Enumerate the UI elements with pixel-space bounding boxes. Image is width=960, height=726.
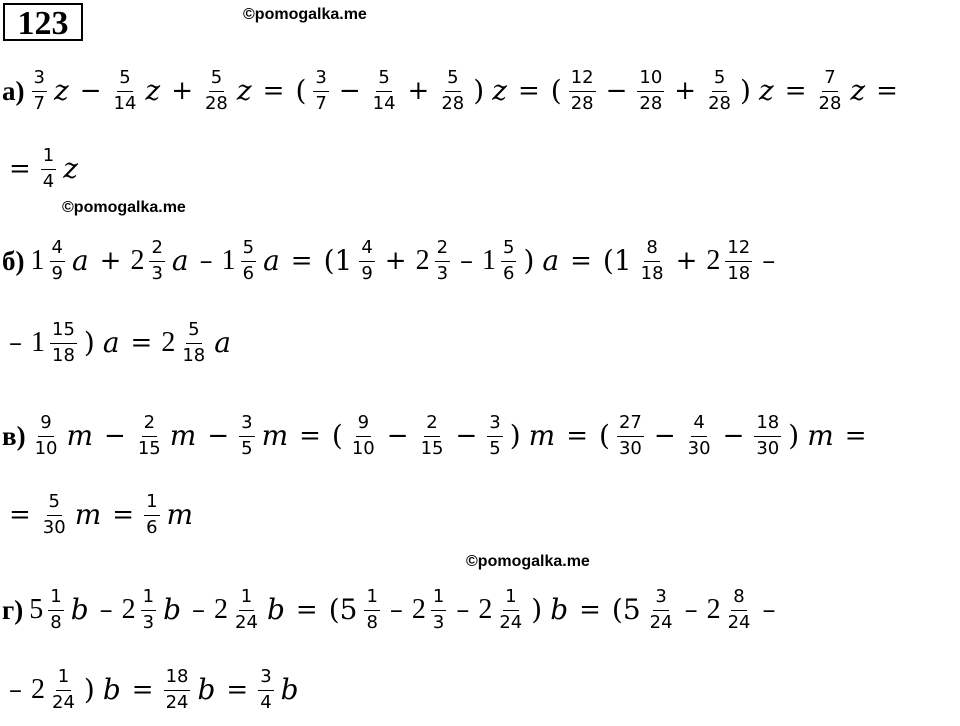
part-label: в): [2, 420, 26, 451]
watermark: ©pomogalka.me: [243, 6, 367, 23]
numerator: 1: [56, 667, 71, 691]
fraction: [149, 238, 164, 284]
denominator: 28: [441, 92, 465, 114]
operator: −: [79, 76, 102, 107]
operator: =: [299, 421, 321, 452]
equation-line: [2, 492, 197, 538]
whole-number: 2: [478, 594, 493, 626]
variable: b: [280, 673, 299, 707]
parenthesis: (: [295, 74, 307, 108]
equation-line: [2, 68, 905, 114]
denominator: 28: [818, 92, 842, 114]
numerator: 1: [141, 587, 156, 611]
task-number: 123: [3, 3, 83, 41]
numerator: 1: [41, 146, 56, 170]
fraction: [419, 413, 446, 459]
fraction: [648, 587, 675, 633]
fraction: [639, 238, 666, 284]
fraction: [725, 238, 752, 284]
operator: −: [605, 76, 628, 107]
operator: =: [844, 421, 867, 452]
numerator: 1: [239, 587, 254, 611]
whole-number: 1: [30, 245, 45, 277]
denominator: 6: [146, 516, 158, 538]
numerator: 3: [487, 413, 502, 437]
denominator: 30: [687, 437, 711, 459]
whole-number: 2: [121, 594, 136, 626]
variable: b: [197, 673, 216, 707]
operator: +: [407, 76, 430, 107]
watermark: ©pomogalka.me: [466, 553, 590, 570]
numerator: 12: [569, 68, 596, 92]
numerator: 5: [445, 68, 460, 92]
numerator: 8: [644, 238, 659, 262]
fraction: [350, 413, 377, 459]
variable: z: [236, 74, 252, 108]
operator: =: [262, 76, 285, 107]
numerator: 8: [731, 587, 746, 611]
numerator: 5: [501, 238, 516, 262]
fraction: [569, 68, 596, 114]
numerator: 2: [149, 238, 164, 262]
operator: =: [295, 595, 318, 626]
operator: +: [384, 246, 407, 277]
variable: a: [102, 326, 120, 360]
operator: =: [9, 500, 31, 531]
variable: a: [542, 244, 560, 278]
fraction: [50, 238, 65, 284]
parenthesis: (1: [323, 244, 353, 278]
denominator: 10: [34, 437, 58, 459]
part-label: б): [2, 245, 25, 276]
numerator: 3: [32, 68, 47, 92]
watermark: ©pomogalka.me: [62, 199, 186, 216]
numerator: 1: [364, 587, 379, 611]
whole-number: 2: [706, 245, 721, 277]
denominator: 28: [639, 92, 663, 114]
whole-number: 2: [214, 594, 229, 626]
equation-line: [2, 413, 874, 459]
numerator: 2: [424, 413, 439, 437]
whole-number: 2: [411, 594, 426, 626]
fraction: [817, 68, 844, 114]
operator: –: [456, 595, 470, 626]
fraction: [180, 320, 207, 366]
operator: =: [570, 246, 592, 277]
denominator: 6: [503, 262, 515, 284]
variable: m: [74, 498, 102, 532]
fraction: [258, 667, 273, 713]
equation-line: [2, 320, 235, 366]
numerator: 12: [725, 238, 752, 262]
operator: –: [762, 246, 776, 277]
operator: −: [207, 421, 230, 452]
whole-number: 1: [31, 327, 45, 359]
fraction: [203, 68, 230, 114]
whole-number: 5: [29, 594, 44, 626]
operator: −: [455, 421, 478, 452]
equation-line: [2, 667, 303, 713]
numerator: 5: [241, 238, 256, 262]
variable: z: [53, 74, 69, 108]
equation-line: [2, 587, 782, 633]
operator: =: [112, 500, 135, 531]
denominator: 10: [351, 437, 375, 459]
numerator: 3: [653, 587, 668, 611]
variable: z: [850, 74, 866, 108]
operator: =: [517, 76, 540, 107]
numerator: 7: [822, 68, 837, 92]
fraction: [686, 413, 713, 459]
denominator: 7: [315, 92, 327, 114]
part-label: а): [2, 75, 25, 106]
denominator: 8: [50, 611, 62, 633]
denominator: 3: [142, 611, 155, 633]
fraction: [487, 413, 502, 459]
denominator: 4: [260, 691, 272, 713]
fraction: [726, 587, 753, 633]
denominator: 24: [52, 691, 75, 713]
fraction: [754, 413, 781, 459]
fraction: [141, 587, 156, 633]
fraction: [617, 413, 644, 459]
numerator: 10: [637, 68, 664, 92]
fraction: [241, 238, 256, 284]
variable: z: [758, 74, 774, 108]
numerator: 3: [258, 667, 273, 691]
variable: a: [71, 244, 89, 278]
variable: a: [214, 326, 231, 360]
fraction: [41, 146, 56, 192]
whole-number: 1: [482, 245, 497, 277]
denominator: 30: [756, 437, 780, 459]
fraction: [50, 667, 77, 713]
operator: =: [290, 246, 313, 277]
operator: +: [674, 76, 697, 107]
parenthesis: (: [331, 419, 343, 453]
parenthesis: (: [550, 74, 562, 108]
fraction: [439, 68, 466, 114]
numerator: 1: [503, 587, 518, 611]
denominator: 30: [42, 516, 66, 538]
fraction: [33, 413, 60, 459]
parenthesis: ): [788, 419, 800, 453]
denominator: 14: [113, 92, 137, 114]
whole-number: 2: [415, 245, 430, 277]
variable: m: [169, 419, 197, 453]
numerator: 15: [50, 320, 77, 344]
numerator: 18: [164, 667, 191, 691]
fraction: [41, 492, 68, 538]
operator: −: [722, 421, 745, 452]
operator: –: [199, 246, 213, 277]
fraction: [136, 413, 163, 459]
whole-number: 1: [221, 245, 236, 277]
numerator: 9: [38, 413, 53, 437]
denominator: 15: [137, 437, 161, 459]
parenthesis: (1: [602, 244, 632, 278]
variable: z: [145, 74, 161, 108]
fraction: [50, 320, 77, 366]
parenthesis: (: [599, 419, 610, 453]
denominator: 24: [649, 611, 673, 633]
variable: m: [807, 419, 834, 453]
numerator: 5: [209, 68, 224, 92]
numerator: 5: [376, 68, 391, 92]
operator: –: [389, 595, 403, 626]
operator: –: [9, 675, 22, 706]
fraction: [431, 587, 446, 633]
operator: –: [9, 328, 22, 359]
variable: a: [263, 244, 280, 278]
denominator: 3: [151, 262, 163, 284]
denominator: 3: [432, 611, 445, 633]
numerator: 5: [117, 68, 132, 92]
variable: b: [70, 593, 89, 627]
variable: m: [66, 419, 94, 453]
fraction: [164, 667, 191, 713]
denominator: 4: [42, 170, 55, 192]
numerator: 3: [313, 68, 328, 92]
parenthesis: ): [531, 593, 543, 627]
numerator: 2: [435, 238, 450, 262]
denominator: 7: [33, 92, 45, 114]
denominator: 9: [361, 262, 373, 284]
operator: –: [99, 595, 113, 626]
operator: –: [460, 246, 474, 277]
fraction: [501, 238, 516, 284]
operator: =: [226, 675, 249, 706]
variable: b: [550, 593, 569, 627]
fraction: [144, 492, 159, 538]
whole-number: 2: [130, 245, 145, 277]
variable: b: [266, 593, 285, 627]
part-label: г): [2, 594, 24, 625]
denominator: 8: [366, 611, 378, 633]
equation-line: [2, 146, 82, 192]
fraction: [313, 68, 328, 114]
numerator: 1: [144, 492, 159, 516]
fraction: [637, 68, 664, 114]
fraction: [359, 238, 374, 284]
numerator: 5: [186, 320, 201, 344]
numerator: 27: [617, 413, 644, 437]
numerator: 2: [142, 413, 157, 437]
parenthesis: ): [83, 326, 95, 360]
denominator: 24: [727, 611, 751, 633]
parenthesis: ): [473, 74, 485, 108]
whole-number: 2: [161, 327, 176, 359]
denominator: 3: [436, 262, 449, 284]
variable: m: [528, 419, 556, 453]
denominator: 18: [52, 344, 75, 366]
variable: z: [492, 74, 507, 108]
operator: +: [675, 246, 698, 277]
numerator: 3: [239, 413, 254, 437]
variable: m: [261, 419, 289, 453]
fraction: [48, 587, 63, 633]
denominator: 18: [182, 344, 206, 366]
denominator: 24: [499, 611, 523, 633]
equation-line: [2, 238, 782, 284]
fraction: [706, 68, 733, 114]
denominator: 18: [640, 262, 664, 284]
numerator: 1: [431, 587, 446, 611]
fraction: [371, 68, 398, 114]
numerator: 9: [356, 413, 371, 437]
fraction: [239, 413, 254, 459]
denominator: 24: [165, 691, 189, 713]
parenthesis: ): [740, 74, 751, 108]
parenthesis: (5: [328, 593, 358, 627]
whole-number: 2: [31, 674, 45, 706]
fraction: [112, 68, 139, 114]
fraction: [497, 587, 524, 633]
denominator: 5: [489, 437, 501, 459]
numerator: 4: [691, 413, 706, 437]
numerator: 18: [754, 413, 781, 437]
denominator: 30: [618, 437, 642, 459]
parenthesis: ): [523, 244, 535, 278]
operator: –: [762, 595, 776, 626]
numerator: 4: [50, 238, 65, 262]
denominator: 28: [570, 92, 594, 114]
numerator: 5: [712, 68, 727, 92]
parenthesis: ): [509, 419, 521, 453]
denominator: 14: [372, 92, 396, 114]
denominator: 28: [708, 92, 731, 114]
denominator: 18: [727, 262, 751, 284]
variable: z: [63, 152, 79, 186]
numerator: 5: [47, 492, 62, 516]
operator: −: [338, 76, 361, 107]
operator: −: [104, 421, 126, 452]
operator: =: [131, 675, 154, 706]
numerator: 1: [48, 587, 63, 611]
parenthesis: ): [83, 673, 95, 707]
denominator: 28: [204, 92, 228, 114]
operator: –: [684, 595, 698, 626]
denominator: 9: [51, 262, 63, 284]
fraction: [32, 68, 47, 114]
operator: +: [171, 76, 193, 107]
variable: m: [166, 498, 194, 532]
denominator: 6: [242, 262, 255, 284]
variable: b: [163, 593, 182, 627]
variable: b: [102, 673, 121, 707]
operator: −: [653, 421, 676, 452]
denominator: 5: [241, 437, 253, 459]
operator: =: [579, 595, 601, 626]
variable: a: [171, 244, 189, 278]
denominator: 15: [420, 437, 444, 459]
operator: =: [130, 328, 153, 359]
operator: =: [9, 154, 31, 185]
whole-number: 2: [706, 594, 721, 626]
denominator: 24: [235, 611, 258, 633]
operator: −: [386, 421, 409, 452]
operator: +: [99, 246, 122, 277]
parenthesis: (5: [611, 593, 641, 627]
operator: =: [566, 421, 589, 452]
numerator: 4: [359, 238, 374, 262]
fraction: [435, 238, 450, 284]
fraction: [233, 587, 260, 633]
operator: =: [784, 76, 807, 107]
operator: =: [876, 76, 898, 107]
fraction: [364, 587, 379, 633]
operator: –: [192, 595, 206, 626]
